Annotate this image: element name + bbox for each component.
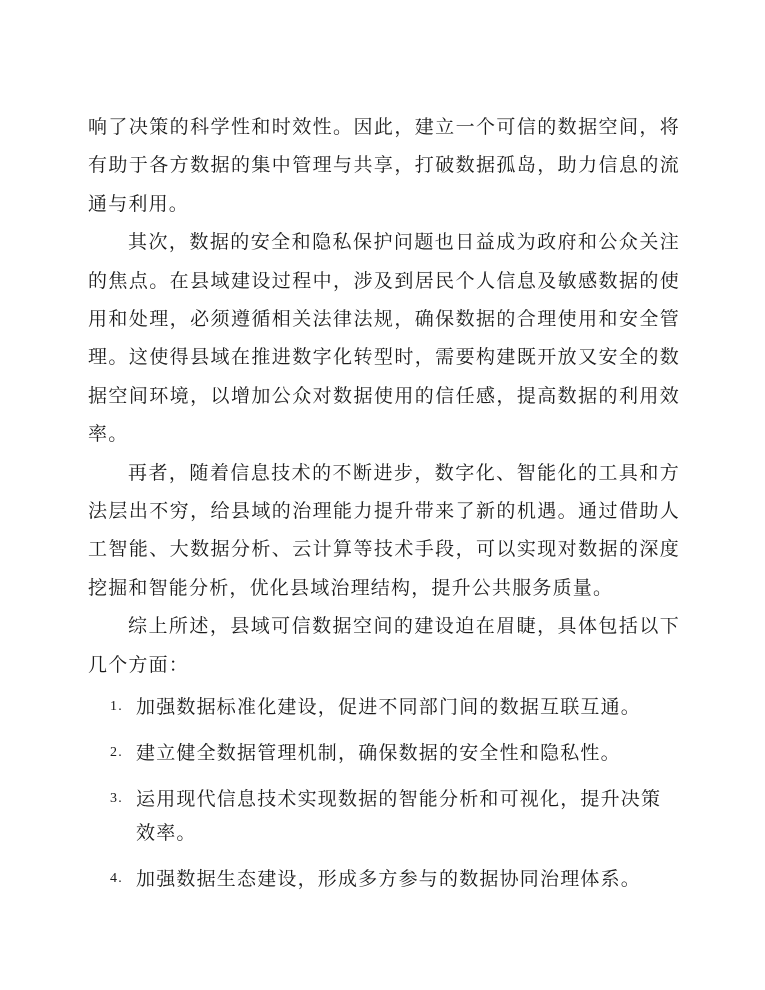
list-item-text: 建立健全数据管理机制，确保数据的安全性和隐私性。 [136,742,621,765]
list-item-text: 加强数据标准化建设，促进不同部门间的数据互联互通。 [136,696,642,719]
list-item-number: 1. [110,699,123,715]
measures-list [88,690,680,896]
list-item [88,862,680,896]
list-item-number: 4. [110,871,123,887]
document-page [88,108,680,908]
paragraph-summary: 综上所述，县域可信数据空间的建设迫在眉睫，具体包括以下几个方面： [88,615,680,676]
list-item-number: 3. [110,791,123,807]
list-item [88,782,680,850]
list-item-number: 2. [110,745,123,761]
list-item-text: 加强数据生态建设，形成多方参与的数据协同治理体系。 [136,868,642,891]
paragraph-continuation: 响了决策的科学性和时效性。因此，建立一个可信的数据空间，将有助于各方数据的集中管理与共享，打破数据孤岛，助力信息的流通与利用。 [88,116,680,215]
list-item-text: 运用现代信息技术实现数据的智能分析和可视化，提升决策效率。 [136,788,662,845]
paragraph-security: 其次，数据的安全和隐私保护问题也日益成为政府和公众关注的焦点。在县域建设过程中，涉及到居民个人信息及敏感数据的使用和处理，必须遵循相关法律法规，确保数据的合理使用和安全管理。这使得县域在推进数字化转型时，需要构建既开放又安全的数据空间环境，以增加公众对数据使用的信任感，提高数据的利用效率。 [88,231,680,446]
paragraph-technology: 再者，随着信息技术的不断进步，数字化、智能化的工具和方法层出不穷，给县域的治理能力提升带来了新的机遇。通过借助人工智能、大数据分析、云计算等技术手段，可以实现对数据的深度挖掘和智能分析，优化县域治理结构，提升公共服务质量。 [88,461,680,599]
list-item [88,690,680,724]
list-item [88,736,680,770]
